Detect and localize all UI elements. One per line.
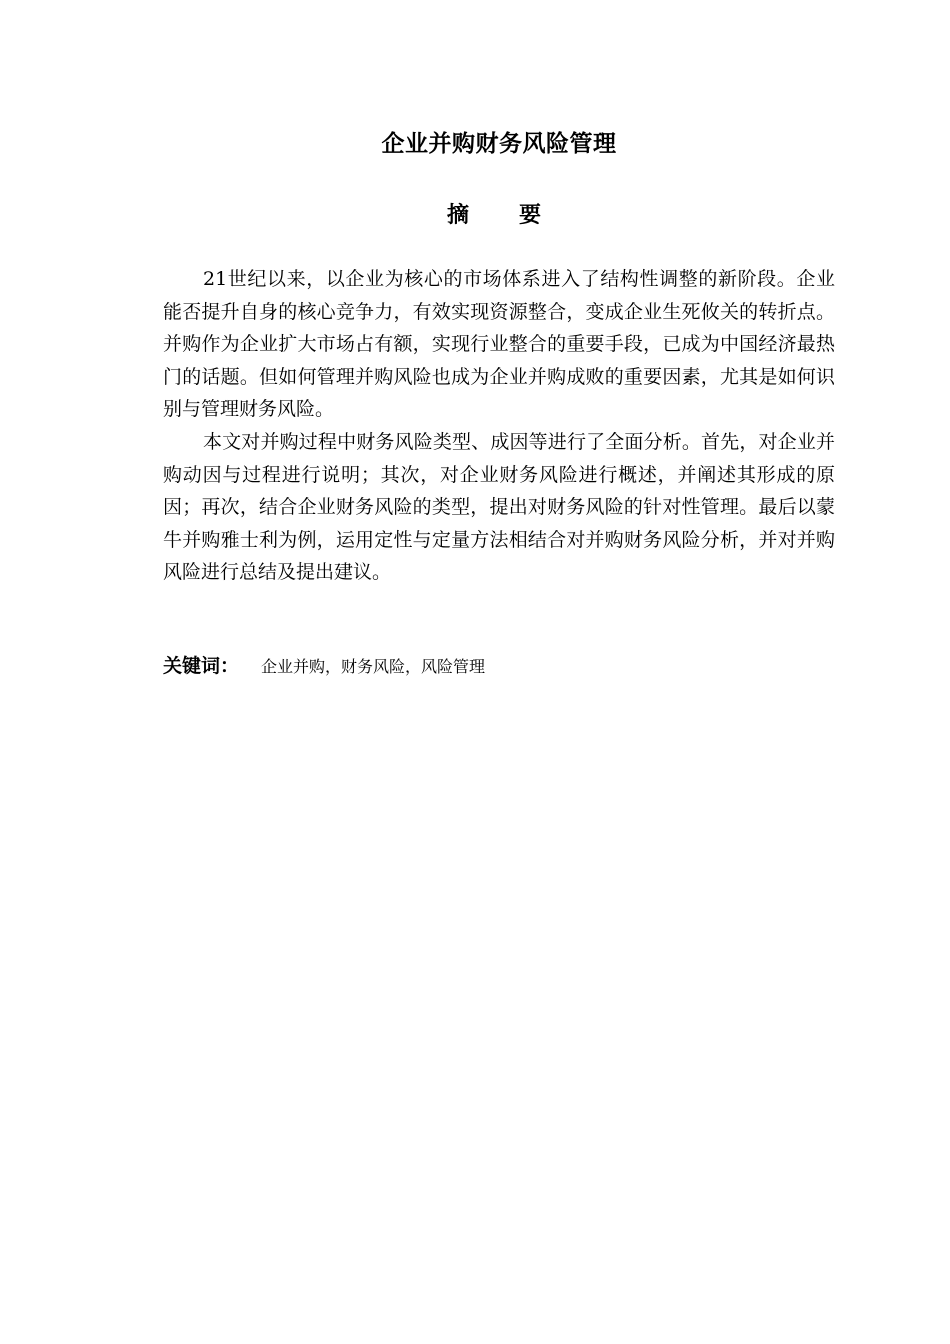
keywords-label: 关键词： (163, 655, 240, 677)
abstract-paragraph-2: 本文对并购过程中财务风险类型、成因等进行了全面分析。首先，对企业并购动因与过程进行说明；其次，对企业财务风险进行概述，并阐述其形成的原因；再次，结合企业财务风险的类型，提出对财务风险的针对性管理。最后以蒙牛并购雅士利为例，运用定性与定量方法相结合对并购财务风险分析，并对并购风险进行总结及提出建议。 (163, 430, 835, 584)
keywords-line (163, 651, 843, 682)
abstract-body (163, 263, 835, 589)
abstract-heading (0, 198, 950, 234)
abstract-paragraph-1: 21世纪以来，以企业为核心的市场体系进入了结构性调整的新阶段。企业能否提升自身的核心竞争力，有效实现资源整合，变成企业生死攸关的转折点。并购作为企业扩大市场占有额，实现行业整合的重要手段，已成为中国经济最热门的话题。但如何管理并购风险也成为企业并购成败的重要因素，尤其是如何识别与管理财务风险。 (163, 268, 835, 421)
abstract-heading-char-2: 要 (519, 203, 542, 228)
document-title: 企业并购财务风险管理 (381, 131, 617, 157)
abstract-heading-char-1: 摘 (446, 203, 469, 228)
keywords-values: 企业并购，财务风险，风险管理 (261, 657, 486, 676)
